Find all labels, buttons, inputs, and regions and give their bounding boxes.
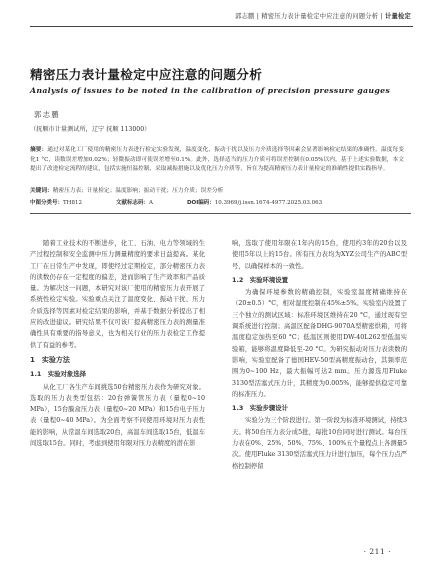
abstract-label: 摘要： [30,147,48,153]
classification-line [30,198,404,206]
paragraph-environment-setup: 为确保环境参数的精确控制，实验室温度精确维持在（20±0.5）°C，相对湿度控制在45%±5%。实验室内设置了三个独立的测试区域：标准环境区维持在20 °C，通过现有空调系统进行控制；高温区配备DHG-9070A型精密烘箱，可将温度稳定加热至60 °C；低温区则使用DW-40L262型低温实验箱，能够将温度降低至-20 °C。为研究振动对压力表读数的影响，实验室配备了德国HEV-50型高精度振动台，其频率范围为0~100 Hz，最大振幅可达2 mm。压力源选用Fluke 3130型活塞式压力计，其精度为0.005%，能够提供稳定可靠的标准压力。 [232,289,407,398]
doi-value: 10.3969/j.issn.1674-4977.2025.03.063 [214,200,323,206]
clc-number [30,200,82,206]
clc-label: 中图分类号： [30,200,64,206]
author-affiliation: （抚顺市计量测试所，辽宁 抚顺 113000） [30,126,151,133]
doc-code-label: 文献标志码： [115,200,149,206]
heading-procedure-design: 1.3 实验步骤设计 [232,404,289,413]
doi-label: DOI编码： [186,200,215,206]
section-divider [30,213,411,214]
intro-paragraph: 随着工业技术的不断进步，化工、石油、电力等领域的生产过程控制和安全监测中压力测量精度的要求日益提高。某化工厂在日常生产中发现，即使经过定期检定，部分精密压力表的读数仍存在一定程度的偏差，进而影响了生产效率和产品质量。为解决这一问题，本研究对该厂使用的精密压力表开展了系统性检定实验。实验重点关注了温度变化、振动干扰、压力介质选择等因素对检定结果的影响，并基于数据分析提出了相应的改进建议。研究结果不仅可该厂提高精密压力表的测量准确性具有重要的指导意义，也为相关行业的压力表检定工作提供了有益的参考。 [30,240,205,349]
document-code [116,200,153,206]
author-name: 郭志鹏 [34,110,61,119]
abstract [30,146,404,175]
abstract-text: 通过对某化工厂使用的精密压力表进行检定实验发现，温度变化、振动干扰以及压力介质选择等因素会显著影响检定结果的准确性。温度每变化1 °C，读数误差增加0.02%；轻微振动即可使误差增至0.1%。此外，选择适当的压力介质可将误差控制在0.05%以内。基于上述实验数据，本文提出了改进检定流程的建议，包括实施恒温控制、采取减振措施以及优化压力介质等，旨在为提高精密压力表计量检定的准确性提供实践指导。 [30,147,404,173]
clc-value: TH812 [63,200,82,206]
right-column [232,238,407,472]
running-header-section: 计量检定 [385,13,411,20]
heading-subject-selection: 1.1 实验对象选择 [30,370,87,379]
page-number: · 211 · [363,547,391,556]
running-header [235,11,411,20]
paragraph-subject-selection: 从化工厂各生产车间挑选50台精密压力表作为研究对象。选取的压力表类型包括：20台弹簧管压力表（量程0~10 MPa），15台膜盒压力表（量程0~20 MPa）和15台电子压力表（量程0~40 MPa）。为全面考察不同使用环境对压力表性能的影响，从常温车间选取20台，高温车间选取15台，低温车间选取15台。同时，考虑到使用年限对压力表精度的潜在影 [30,383,205,448]
paper-title-english: Analysis of issues to be noted in the calibration of precision pressure gauges [30,86,391,95]
paragraph-continued: 响，选取了使用年限在1年内的15台，使用约3年的20台以及使用5年以上的15台。所有压力表均为XYZ公司生产的ABC型号，以确保样本的一致性。 [232,240,407,270]
left-column [30,238,205,449]
keywords-label: 关键词： [30,188,53,194]
heading-environment-setup: 1.2 实验环境设置 [232,275,289,284]
paper-title: 精密压力表计量检定中应注意的问题分析 [30,67,263,82]
keywords-text: 精密压力表；计量检定；温度影响；振动干扰；压力介质；误差分析 [52,188,224,194]
heading-experimental-method: 1 实验方法 [30,355,70,364]
keywords [30,185,404,194]
header-rule [30,26,413,27]
doi [187,200,322,206]
doc-code-value: A [149,200,153,206]
paragraph-procedure-design: 实验分为三个阶段进行。第一阶段为标准环境测试，持续3天。将50台压力表分成5批，每批10台同时进行测试。每台压力表在0%、25%、50%、75%、100%五个量程点上各测量5次。使用Fluke 3130型活塞式压力计进行加压，每个压力点严格控制停留 [232,417,407,470]
running-header-text: 郭志鹏 | 精密压力表计量检定中应注意的问题分析 | [235,13,385,20]
